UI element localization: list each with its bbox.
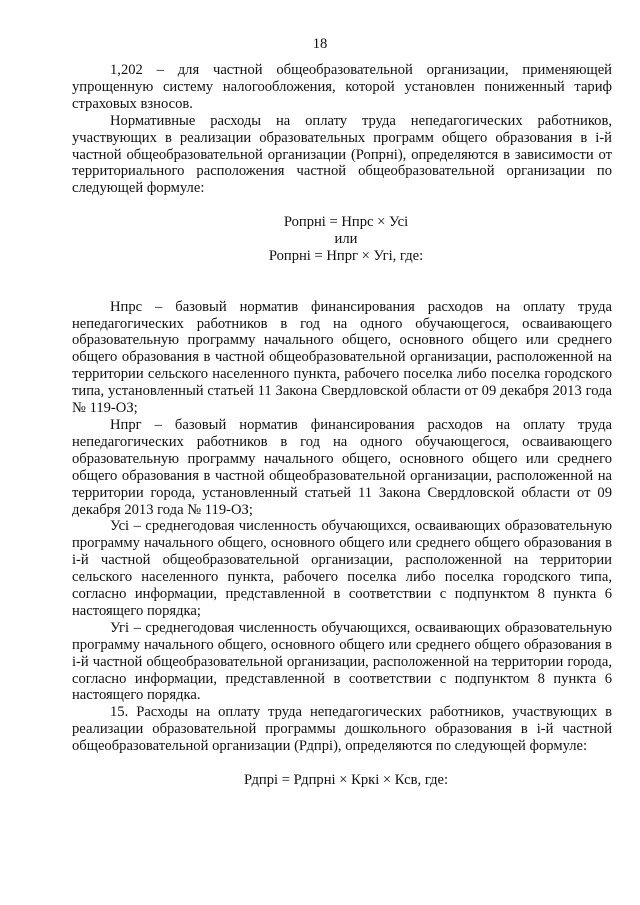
paragraph-section-15: 15. Расходы на оплату труда непедагогических работников, участвующих в реализации образовательной программы дошкольного образования в і-й частной общеобразовательной организации (Рдпрі), определяются по следующей формуле: — [72, 704, 612, 755]
paragraph-coefficient-note: 1,202 – для частной общеобразовательной организации, применяющей упрощенную систему налогообложения, которой установлен пониженный тариф страховых взносов. — [72, 62, 612, 112]
definition-nprs: Нпрс – базовый норматив финансирования расходов на оплату труда непедагогических работников в год на одного обучающегося, осваивающего образовательную программу начального общего, основного общего или среднего общего образования в частной общеобразовательной организации, расположенной на территории сельского населенного пункта, рабочего поселка либо поселка городского типа, установленный статьей 11 Закона Свердловской области от 09 декабря 2013 года № 119-ОЗ; — [72, 298, 612, 417]
paragraph-normative-expenses-intro: Нормативные расходы на оплату труда непедагогических работников, участвующих в реализации образовательных программ общего образования в i-й частной общеобразовательной организации (Ропрні), определяются в зависимости от территориального расположения частной общеобразовательной организации по следующей формуле: — [72, 112, 612, 197]
spacer — [72, 265, 612, 282]
formula-preschool: Рдпрі = Рдпрні × Кркі × Ксв, где: — [243, 772, 449, 788]
formula-rural: Ропрні = Нпрс × Усі — [283, 214, 409, 231]
spacer — [72, 755, 612, 772]
formula-urban: Ропрні = Нпрг × Угі, где: — [268, 247, 424, 264]
formula-or: или — [334, 231, 358, 248]
definition-nprg: Нпрг – базовый норматив финансирования расходов на оплату труда непедагогических работников в год на одного обучающегося, осваивающего образовательную программу начального общего, основного общего или среднего общего образования в частной общеобразовательной организации, расположенной на территории города, установленный статьей 11 Закона Свердловской области от 09 декабря 2013 года № 119-ОЗ; — [72, 416, 612, 518]
spacer — [72, 197, 612, 214]
spacer — [72, 282, 612, 299]
definition-usi: Усі – среднегодовая численность обучающихся, осваивающих образовательную программу начального общего, основного общего или среднего общего образования в і-й частной общеобразовательной организации, расположенной на территории сельского населенного пункта, рабочего поселка либо поселка городского типа, согласно информации, представленной в соответствии с подпунктом 8 пункта 6 настоящего порядка; — [72, 518, 612, 619]
page-number: 18 — [312, 36, 328, 52]
definition-ugi: Угі – среднегодовая численность обучающихся, осваивающих образовательную программу начального общего, основного общего или среднего общего образования в і-й частной общеобразовательной организации, расположенной на территории города, согласно информации, представленной в соответствии с подпунктом 8 пункта 6 настоящего порядка. — [72, 619, 612, 704]
page-content — [72, 62, 612, 789]
